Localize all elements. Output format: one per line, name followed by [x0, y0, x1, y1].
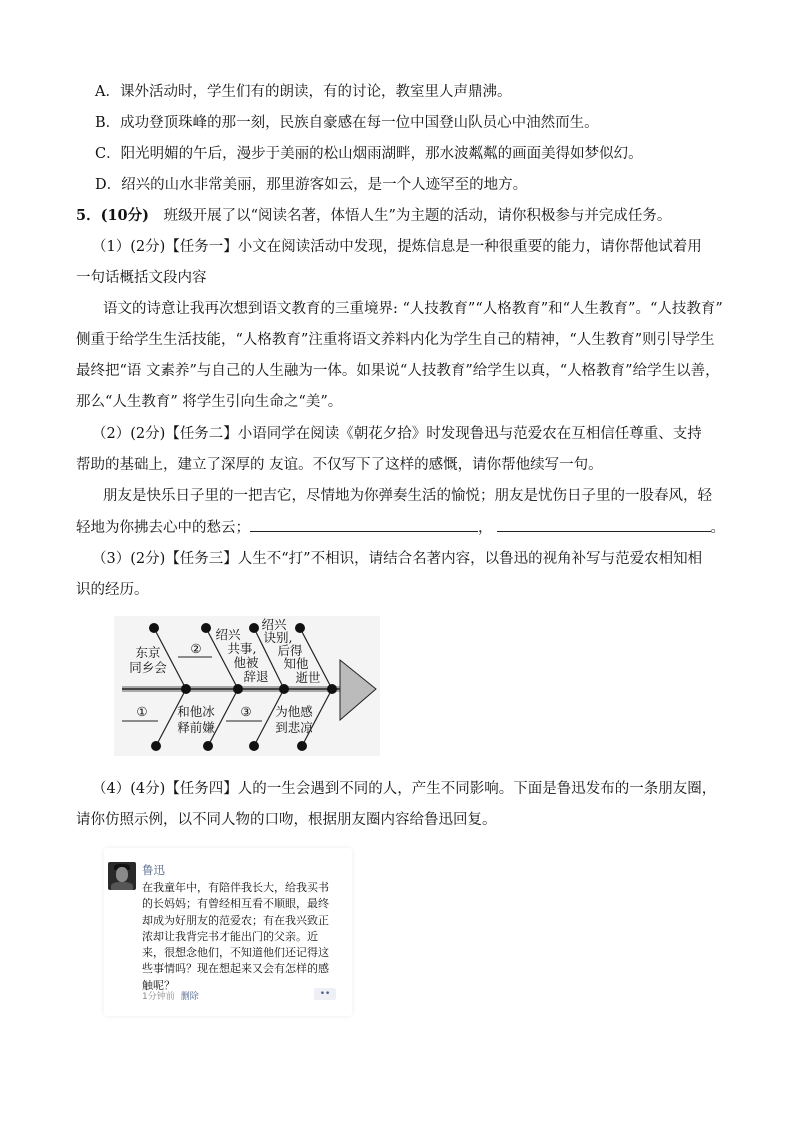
task1-passage-line4: 那么“人生教育” 将学生引向生命之“美”。 — [76, 394, 343, 410]
bone-dot — [203, 741, 213, 751]
post-content: 在我童年中，有陪伴我长大，给我买书 的长妈妈；有曾经相互看不顺眼，最终 却成为好朋友的范爱农；有在我兴致正 浓却让我背完书才能出门的父亲。近 来，很想念他们，不知道他们还记得这 些事情吗？现在想起来又会有怎样的感 触呢？ — [142, 881, 329, 992]
fishbone-diagram — [114, 616, 380, 756]
bone-dot — [297, 741, 307, 751]
fishbone-label-blank-3: ③ — [240, 704, 252, 719]
task1-passage-line2: 侧重于给学生生活技能，“人格教育”注重将语文养料内化为学生自己的精神，“人生教育”则引导学生 — [76, 332, 715, 348]
task2-passage-line1: 朋友是快乐日子里的一把吉它，尽情地为你弹奏生活的愉悦；朋友是忧伤日子里的一股春风，轻 — [103, 488, 712, 504]
post-footer — [142, 989, 199, 1002]
task2-comma: ， — [478, 520, 493, 536]
task2-prompt-line2: 帮助的基础上，建立了深厚的 友谊。不仅写下了这样的感慨，请你帮他续写一句。 — [76, 457, 603, 473]
task1-prompt-line1: （1）(2分)【任务一】小文在阅读活动中发现，提炼信息是一种很重要的能力，请你帮他试着用 — [92, 239, 702, 255]
task3-prompt-line1: （3）(2分)【任务三】人生不“打”不相识，请结合名著内容，以鲁迅的视角补写与范爱农相知相 — [92, 551, 703, 567]
bone-dot — [149, 623, 159, 633]
question-5 — [76, 206, 671, 226]
task1-passage-line1: 语文的诗意让我再次想到语文教育的三重境界: “人技教育”“人格教育”和“人生教育”。“人技教育” — [103, 301, 723, 317]
task2-passage-line2 — [76, 517, 725, 538]
bone-dot — [327, 684, 337, 694]
question-5-number: 5．(10分) — [76, 207, 149, 224]
bone-dot — [233, 684, 243, 694]
task2-prompt-line1: （2）(2分)【任务二】小语同学在阅读《朝花夕拾》时发现鲁迅与范爱农在互相信任尊重、支持 — [92, 426, 702, 442]
bone-dot — [249, 741, 259, 751]
avatar-face — [116, 867, 128, 882]
fishbone-label-sorrow: 为他感到悲凉 — [275, 704, 313, 735]
bone-dot — [295, 623, 305, 633]
task1-passage-line3: 最终把“语 文素养”与自己的人生融为一体。如果说“人技教育”给学生以真，“人格教育”给学生以善， — [76, 363, 720, 379]
answer-blank-2[interactable] — [497, 517, 711, 532]
bone-dot — [201, 623, 211, 633]
avatar[interactable] — [108, 862, 136, 890]
more-options-button[interactable]: •• — [314, 988, 336, 1000]
task4-prompt-line1: （4）(4分)【任务四】人的一生会遇到不同的人，产生不同影响。下面是鲁迅发布的一条朋友圈， — [92, 781, 717, 797]
task1-prompt-line2: 一句话概括文段内容 — [76, 270, 207, 286]
option-c: C．阳光明媚的午后，漫步于美丽的松山烟雨湖畔，那水波粼粼的画面美得如梦似幻。 — [95, 146, 643, 162]
task2-period: 。 — [710, 520, 725, 536]
bone-dot — [279, 684, 289, 694]
fishbone-label-shaoxing-farewell: 绍兴诀别,后得知他逝世 — [261, 617, 321, 685]
option-a: A．课外活动时，学生们有的朗读，有的讨论，教室里人声鼎沸。 — [95, 84, 512, 100]
avatar-body — [111, 882, 133, 890]
fishbone-label-blank-2: ② — [190, 641, 202, 656]
question-5-stem: 班级开展了以“阅读名著，体悟人生”为主题的活动，请你积极参与并完成任务。 — [163, 208, 672, 224]
task3-prompt-line2: 识的经历。 — [76, 582, 149, 598]
bone-dot — [181, 684, 191, 694]
option-d: D．绍兴的山水非常美丽，那里游客如云，是一个人迹罕至的地方。 — [95, 177, 528, 193]
task2-passage-text: 轻地为你拂去心中的愁云； — [76, 520, 250, 536]
bone-dot — [151, 741, 161, 751]
fishbone-label-tokyo: 东京同乡会 — [129, 645, 167, 675]
task4-prompt-line2: 请你仿照示例，以不同人物的口吻，根据朋友圈内容给鲁迅回复。 — [76, 812, 497, 828]
delete-link[interactable]: 删除 — [180, 992, 199, 1002]
fishbone-label-blank-1: ① — [136, 704, 148, 719]
moments-post — [104, 848, 352, 1016]
post-time: 1分钟前 — [142, 992, 175, 1002]
post-author-name[interactable]: 鲁迅 — [142, 863, 165, 877]
answer-blank-1[interactable] — [250, 517, 478, 532]
fishbone-label-shaoxing-work: 绍兴共事,他被辞退 — [215, 627, 269, 684]
option-b: B．成功登顶珠峰的那一刻，民族自豪感在每一位中国登山队员心中油然而生。 — [95, 115, 599, 131]
bone-dot — [249, 623, 259, 633]
fishbone-label-reconcile: 和他冰释前嫌 — [177, 704, 215, 735]
